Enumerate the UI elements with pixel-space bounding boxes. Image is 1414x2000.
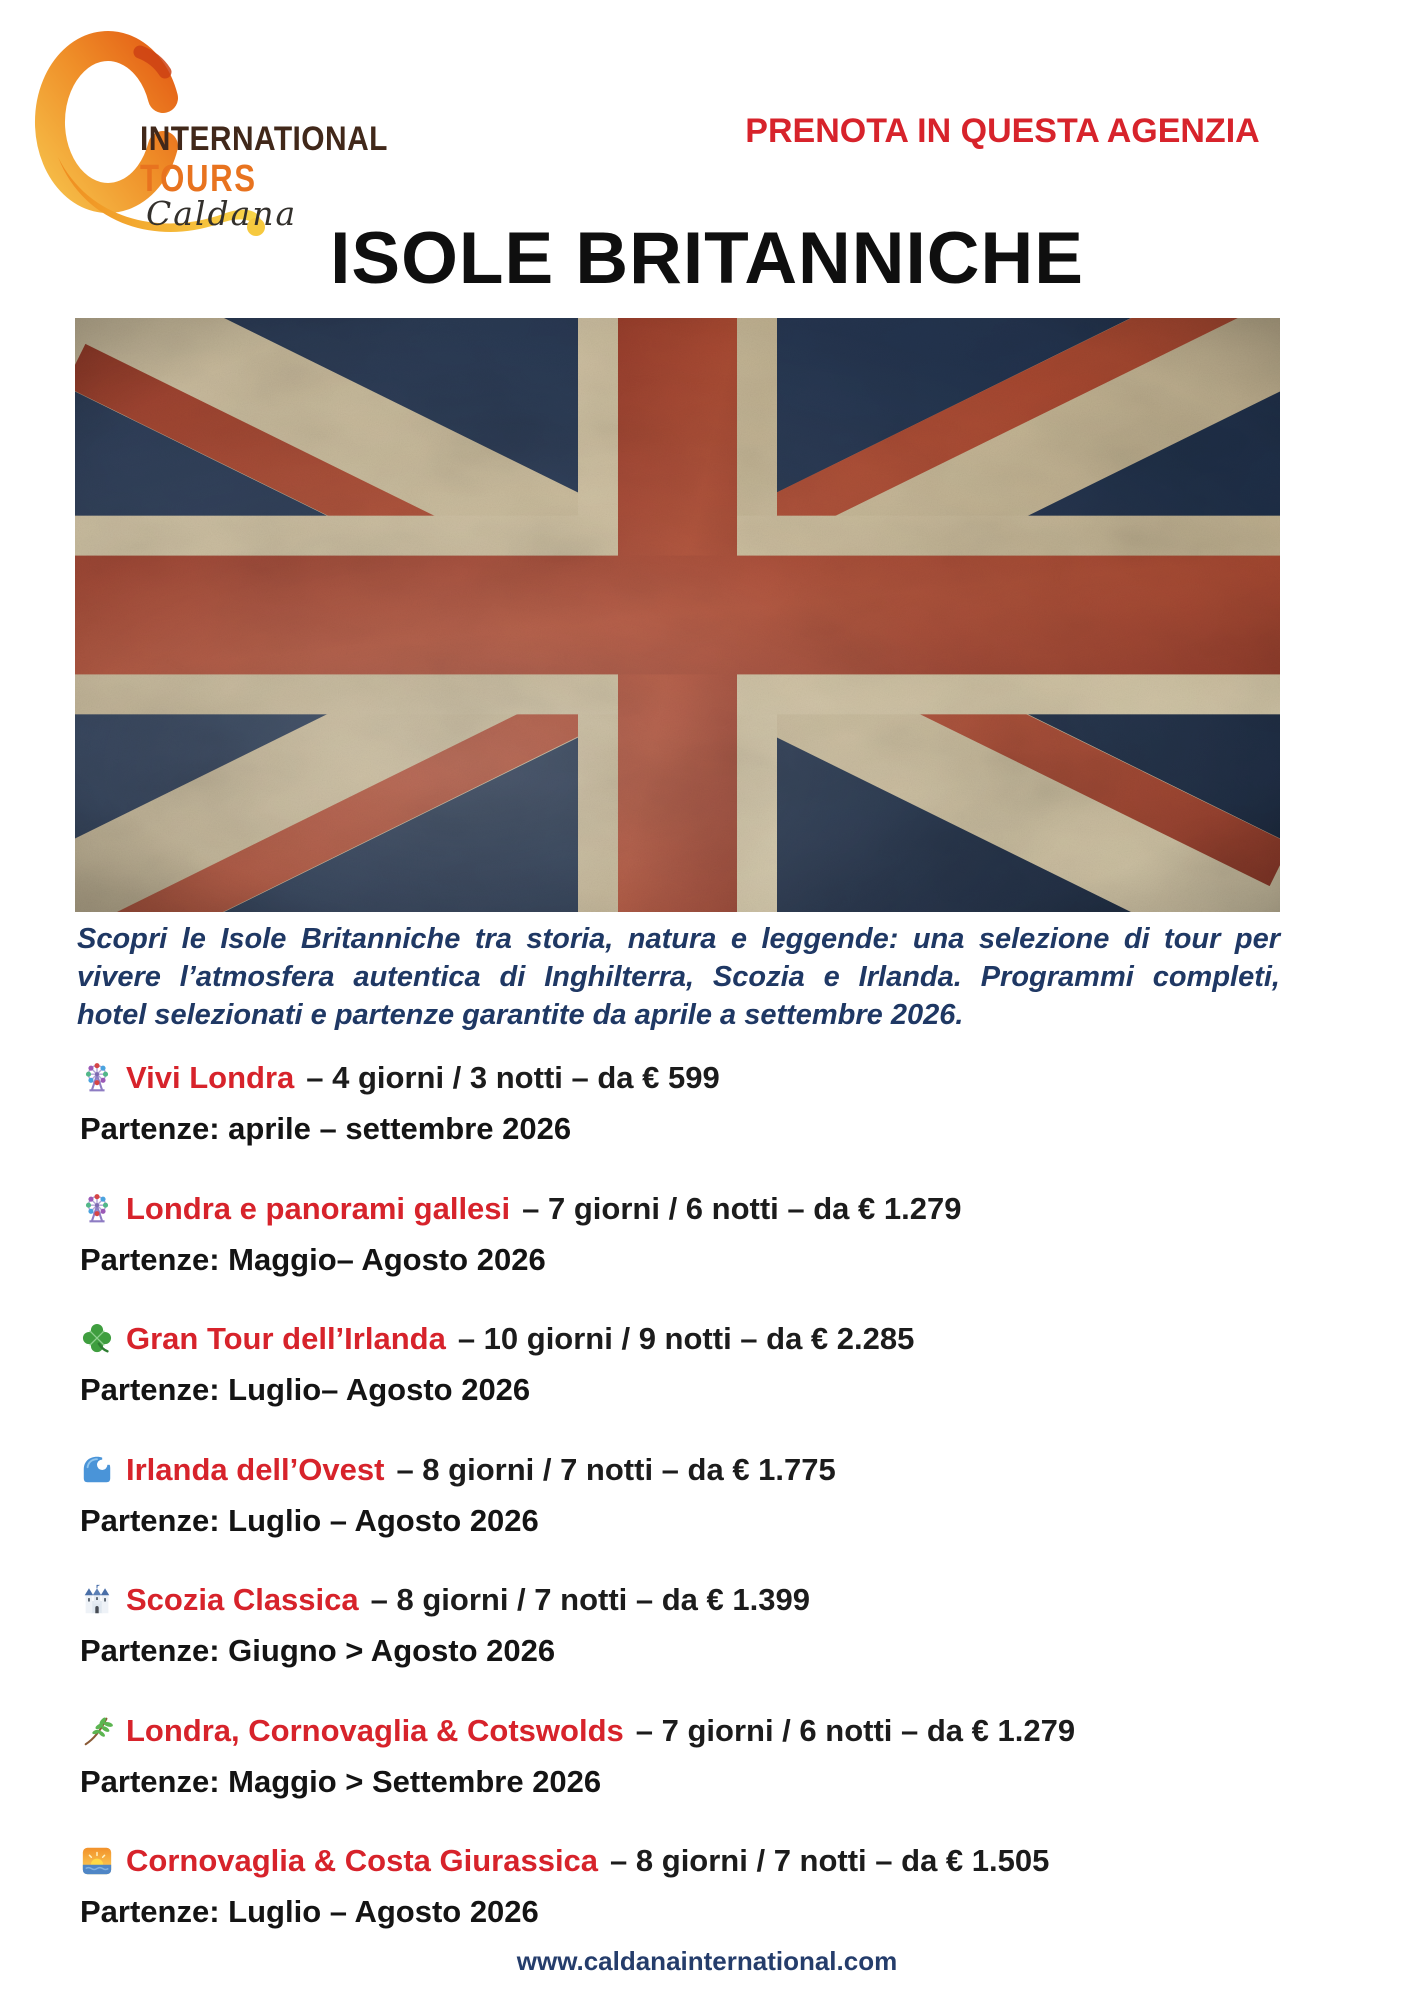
tour-name: Londra e panorami gallesi <box>126 1190 511 1226</box>
page-title: ISOLE BRITANNICHE <box>330 218 1084 299</box>
ferris-wheel-icon <box>80 1192 114 1226</box>
sunrise-icon <box>80 1844 114 1878</box>
intro-paragraph <box>77 920 1280 1034</box>
union-jack-flag-image <box>75 318 1280 912</box>
tour-item <box>80 1580 1330 1711</box>
tour-departures: Partenze: Maggio– Agosto 2026 <box>80 1241 546 1277</box>
four-leaf-clover-icon <box>80 1322 114 1356</box>
intro-line: vivere l’atmosfera autentica di Inghilterra, Scozia e Irlanda. Programmi completi, <box>77 961 1280 993</box>
tour-details: – 7 giorni / 6 notti – da € 1.279 <box>635 1712 1076 1748</box>
tour-item <box>80 1319 1330 1450</box>
tour-details: – 8 giorni / 7 notti – da € 1.775 <box>396 1451 836 1487</box>
logo-text-caldana: Caldana <box>146 194 298 233</box>
tour-title-line <box>80 1058 1330 1098</box>
tour-name: Vivi Londra <box>126 1060 295 1095</box>
tour-name: Gran Tour dell’Irlanda <box>126 1321 446 1356</box>
footer <box>0 1946 1414 1977</box>
promo-text: PRENOTA IN QUESTA AGENZIA <box>745 112 1260 150</box>
tour-departures: Partenze: Giugno > Agosto 2026 <box>80 1633 556 1668</box>
herb-icon <box>80 1714 114 1748</box>
tour-title-line <box>80 1319 1330 1359</box>
tour-name: Cornovaglia & Costa Giurassica <box>126 1843 599 1878</box>
tour-item <box>80 1450 1330 1581</box>
tour-item <box>80 1711 1330 1842</box>
water-wave-icon <box>80 1453 114 1487</box>
tour-departures: Partenze: Luglio– Agosto 2026 <box>80 1372 531 1407</box>
tour-name: Scozia Classica <box>126 1582 359 1617</box>
ferris-wheel-icon <box>80 1061 114 1095</box>
tour-title-line <box>80 1841 1330 1881</box>
tour-title-line <box>80 1450 1330 1490</box>
tour-departures: Partenze: Luglio – Agosto 2026 <box>80 1502 539 1538</box>
tour-departures: Partenze: aprile – settembre 2026 <box>80 1111 572 1146</box>
tour-details: – 8 giorni / 7 notti – da € 1.399 <box>370 1582 810 1617</box>
intro-line: hotel selezionati e partenze garantite da aprile a settembre 2026. <box>77 999 964 1031</box>
logo-text-international: INTERNATIONAL <box>140 120 388 158</box>
tour-title-line <box>80 1711 1330 1751</box>
castle-icon <box>80 1583 114 1617</box>
footer-url[interactable]: www.caldanainternational.com <box>516 1946 898 1976</box>
tour-departures: Partenze: Luglio – Agosto 2026 <box>80 1894 539 1929</box>
tour-item <box>80 1189 1330 1320</box>
tour-name: Londra, Cornovaglia & Cotswolds <box>126 1712 624 1748</box>
tour-details: – 10 giorni / 9 notti – da € 2.285 <box>457 1321 915 1356</box>
intro-line: Scopri le Isole Britanniche tra storia, natura e leggende: una selezione di tour per <box>77 923 1280 955</box>
logo-text-tours: TOURS <box>140 158 257 200</box>
tour-item <box>80 1058 1330 1189</box>
tour-list <box>80 1058 1330 1972</box>
tour-name: Irlanda dell’Ovest <box>126 1451 385 1487</box>
tour-details: – 7 giorni / 6 notti – da € 1.279 <box>522 1190 962 1226</box>
tour-departures: Partenze: Maggio > Settembre 2026 <box>80 1763 602 1799</box>
tour-details: – 8 giorni / 7 notti – da € 1.505 <box>610 1843 1050 1878</box>
tour-title-line <box>80 1580 1330 1620</box>
tour-title-line <box>80 1189 1330 1229</box>
tour-details: – 4 giorni / 3 notti – da € 599 <box>306 1060 720 1095</box>
